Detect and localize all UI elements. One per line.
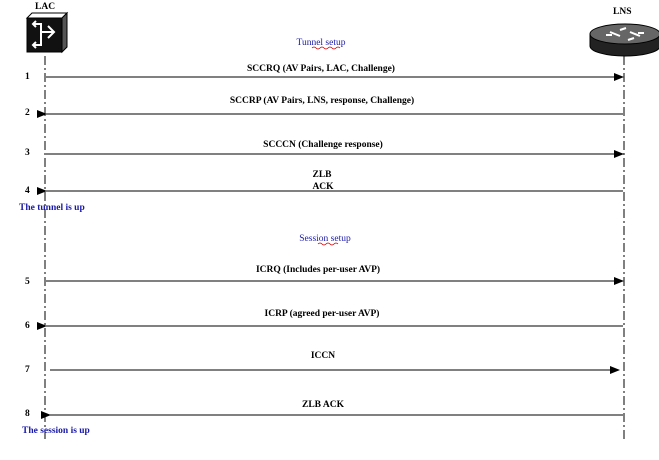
message-number: 6 bbox=[25, 321, 30, 331]
message-label: ICCN bbox=[310, 351, 336, 361]
message-label-line2: ACK bbox=[312, 182, 334, 192]
message-number: 8 bbox=[25, 409, 30, 419]
lac-router-icon bbox=[27, 13, 67, 52]
lns-label: LNS bbox=[613, 7, 632, 17]
message-number: 7 bbox=[25, 365, 30, 375]
message-label: SCCCN (Challenge response) bbox=[263, 140, 383, 150]
lns-router-icon bbox=[590, 24, 659, 56]
message-number: 1 bbox=[25, 72, 30, 82]
lac-label: LAC bbox=[35, 2, 56, 12]
spellcheck-squiggle bbox=[318, 243, 338, 245]
message-label: ZLB bbox=[312, 170, 332, 180]
message-label: ZLB ACK bbox=[302, 400, 344, 410]
message-number: 5 bbox=[25, 277, 30, 287]
message-label: ICRQ (Includes per-user AVP) bbox=[255, 265, 381, 275]
message-number: 3 bbox=[25, 148, 30, 158]
message-label: ICRP (agreed per-user AVP) bbox=[264, 309, 380, 319]
session-setup-heading: Session setup bbox=[299, 234, 351, 244]
message-label: SCCRP (AV Pairs, LNS, response, Challenge) bbox=[229, 96, 415, 106]
message-label: SCCRQ (AV Pairs, LAC, Challenge) bbox=[247, 64, 395, 74]
tunnel-setup-heading: Tunnel setup bbox=[296, 38, 346, 48]
tunnel-up-note: The tunnel is up bbox=[19, 203, 85, 213]
message-number: 2 bbox=[25, 108, 30, 118]
message-number: 4 bbox=[25, 186, 30, 196]
session-up-note: The session is up bbox=[22, 426, 90, 436]
